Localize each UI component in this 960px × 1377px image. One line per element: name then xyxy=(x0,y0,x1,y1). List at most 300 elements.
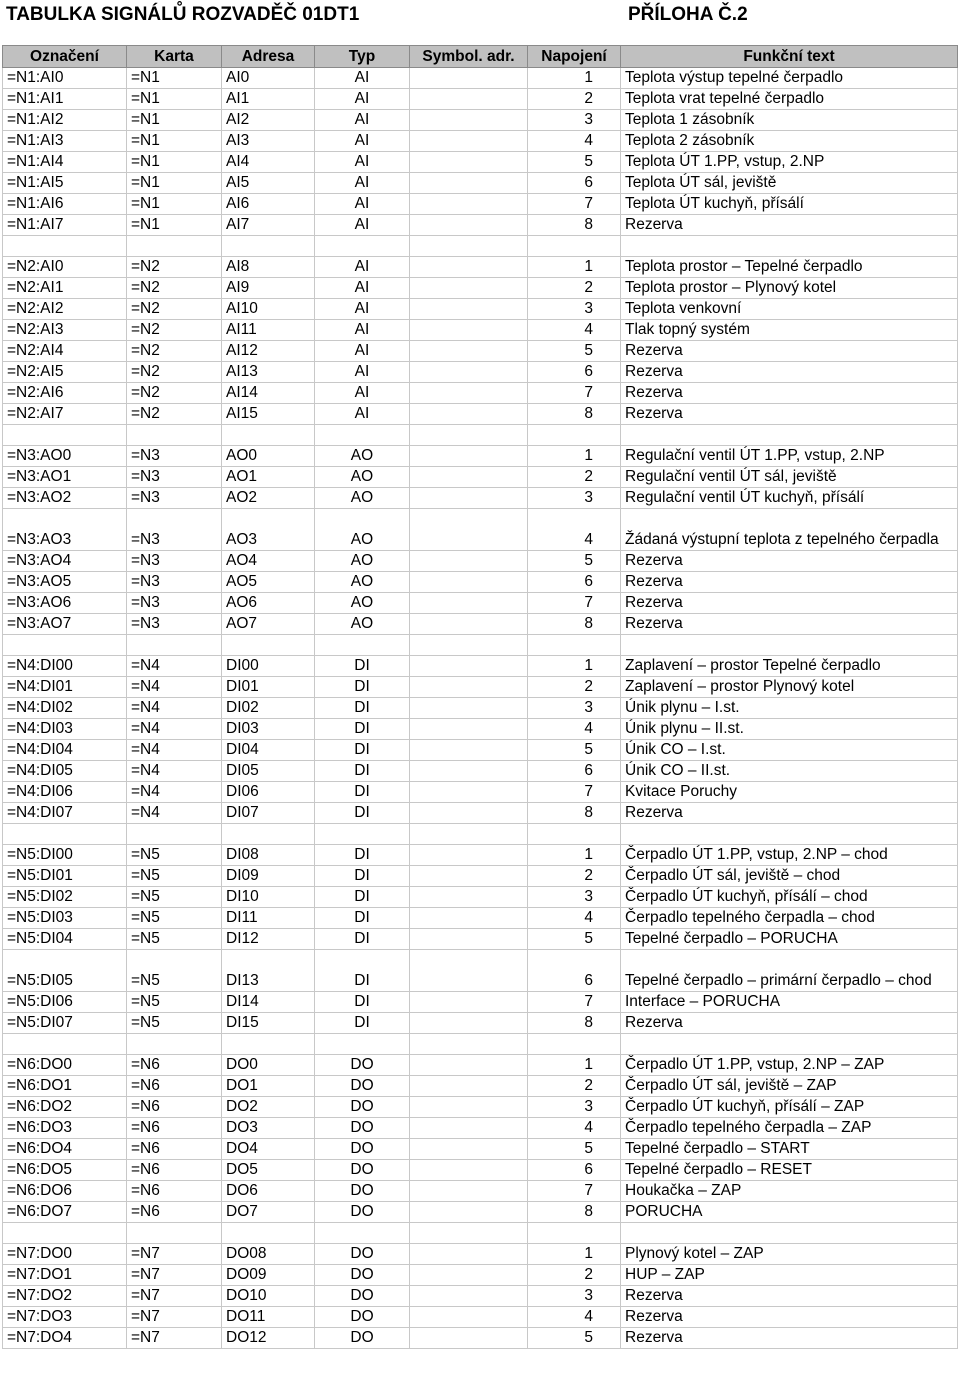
card-cell: =N1 xyxy=(127,152,222,173)
function-text-cell: Interface – PORUCHA xyxy=(621,992,958,1013)
table-row xyxy=(3,1139,958,1160)
address-cell: AI2 xyxy=(222,110,315,131)
table-row xyxy=(3,719,958,740)
designation-cell: =N2:AI4 xyxy=(3,341,127,362)
function-text-cell: Teplota ÚT sál, jeviště xyxy=(621,173,958,194)
designation-cell: =N6:DO1 xyxy=(3,1076,127,1097)
symbol-address-cell xyxy=(410,1286,528,1307)
type-cell: AI xyxy=(315,257,410,278)
designation-cell: =N4:DI03 xyxy=(3,719,127,740)
empty-cell xyxy=(3,824,127,845)
column-header-napojeni: Napojení xyxy=(528,46,621,68)
designation-cell: =N5:DI07 xyxy=(3,1013,127,1034)
address-cell: DI15 xyxy=(222,1013,315,1034)
connection-cell: 4 xyxy=(528,131,621,152)
table-row xyxy=(3,1076,958,1097)
address-cell: DI04 xyxy=(222,740,315,761)
symbol-address-cell xyxy=(410,1181,528,1202)
function-text-cell: Rezerva xyxy=(621,383,958,404)
table-row xyxy=(3,1307,958,1328)
table-row xyxy=(3,1118,958,1139)
group-spacer-row xyxy=(3,1034,958,1055)
connection-cell: 1 xyxy=(528,68,621,89)
connection-cell: 4 xyxy=(528,1118,621,1139)
connection-cell: 7 xyxy=(528,782,621,803)
table-row xyxy=(3,1328,958,1349)
type-cell: AI xyxy=(315,341,410,362)
designation-cell: =N3:AO5 xyxy=(3,572,127,593)
empty-cell xyxy=(222,425,315,446)
function-text-cell: Čerpadlo ÚT kuchyň, přísálí – chod xyxy=(621,887,958,908)
designation-cell: =N6:DO2 xyxy=(3,1097,127,1118)
card-cell: =N1 xyxy=(127,110,222,131)
symbol-address-cell xyxy=(410,257,528,278)
empty-cell xyxy=(127,824,222,845)
function-text-cell: Tlak topný systém xyxy=(621,320,958,341)
card-cell: =N2 xyxy=(127,404,222,425)
symbol-address-cell xyxy=(410,404,528,425)
designation-cell: =N4:DI07 xyxy=(3,803,127,824)
table-row xyxy=(3,362,958,383)
empty-cell xyxy=(315,1223,410,1244)
symbol-address-cell xyxy=(410,1328,528,1349)
symbol-address-cell xyxy=(410,782,528,803)
connection-cell: 5 xyxy=(528,740,621,761)
connection-cell: 1 xyxy=(528,1244,621,1265)
symbol-address-cell xyxy=(410,1055,528,1076)
table-row xyxy=(3,110,958,131)
symbol-address-cell xyxy=(410,887,528,908)
address-cell: AO3 xyxy=(222,509,315,551)
table-row xyxy=(3,740,958,761)
group-spacer-row xyxy=(3,236,958,257)
table-row xyxy=(3,572,958,593)
connection-cell: 5 xyxy=(528,1139,621,1160)
address-cell: DO11 xyxy=(222,1307,315,1328)
empty-cell xyxy=(528,1034,621,1055)
connection-cell: 6 xyxy=(528,1160,621,1181)
symbol-address-cell xyxy=(410,698,528,719)
table-row xyxy=(3,1160,958,1181)
symbol-address-cell xyxy=(410,68,528,89)
function-text-cell: Teplota venkovní xyxy=(621,299,958,320)
type-cell: AO xyxy=(315,509,410,551)
card-cell: =N1 xyxy=(127,173,222,194)
table-row xyxy=(3,866,958,887)
column-header-oznaceni: Označení xyxy=(3,46,127,68)
table-row xyxy=(3,845,958,866)
card-cell: =N2 xyxy=(127,299,222,320)
card-cell: =N5 xyxy=(127,845,222,866)
empty-cell xyxy=(315,635,410,656)
connection-cell: 5 xyxy=(528,1328,621,1349)
address-cell: AI0 xyxy=(222,68,315,89)
symbol-address-cell xyxy=(410,509,528,551)
type-cell: DI xyxy=(315,761,410,782)
designation-cell: =N3:AO7 xyxy=(3,614,127,635)
address-cell: DI14 xyxy=(222,992,315,1013)
table-body xyxy=(3,68,958,1349)
table-row xyxy=(3,404,958,425)
empty-cell xyxy=(621,1223,958,1244)
function-text-cell: Rezerva xyxy=(621,341,958,362)
address-cell: DI11 xyxy=(222,908,315,929)
table-row xyxy=(3,1202,958,1223)
connection-cell: 4 xyxy=(528,1307,621,1328)
table-row xyxy=(3,677,958,698)
address-cell: AO7 xyxy=(222,614,315,635)
address-cell: AI11 xyxy=(222,320,315,341)
connection-cell: 1 xyxy=(528,1055,621,1076)
designation-cell: =N5:DI01 xyxy=(3,866,127,887)
connection-cell: 2 xyxy=(528,1265,621,1286)
connection-cell: 3 xyxy=(528,1097,621,1118)
symbol-address-cell xyxy=(410,845,528,866)
card-cell: =N5 xyxy=(127,950,222,992)
symbol-address-cell xyxy=(410,992,528,1013)
table-row xyxy=(3,992,958,1013)
card-cell: =N3 xyxy=(127,614,222,635)
table-row xyxy=(3,656,958,677)
designation-cell: =N7:DO0 xyxy=(3,1244,127,1265)
table-row xyxy=(3,131,958,152)
type-cell: DI xyxy=(315,1013,410,1034)
column-header-adresa: Adresa xyxy=(222,46,315,68)
table-row xyxy=(3,509,958,551)
function-text-cell: Rezerva xyxy=(621,572,958,593)
symbol-address-cell xyxy=(410,740,528,761)
table-row xyxy=(3,278,958,299)
connection-cell: 5 xyxy=(528,929,621,950)
connection-cell: 4 xyxy=(528,908,621,929)
type-cell: DO xyxy=(315,1076,410,1097)
card-cell: =N3 xyxy=(127,446,222,467)
card-cell: =N6 xyxy=(127,1097,222,1118)
empty-cell xyxy=(621,824,958,845)
card-cell: =N6 xyxy=(127,1076,222,1097)
symbol-address-cell xyxy=(410,131,528,152)
card-cell: =N7 xyxy=(127,1307,222,1328)
empty-cell xyxy=(127,1223,222,1244)
table-row xyxy=(3,1097,958,1118)
function-text-cell: Regulační ventil ÚT sál, jeviště xyxy=(621,467,958,488)
symbol-address-cell xyxy=(410,1139,528,1160)
empty-cell xyxy=(222,1223,315,1244)
address-cell: AI10 xyxy=(222,299,315,320)
type-cell: DI xyxy=(315,929,410,950)
table-row xyxy=(3,467,958,488)
empty-cell xyxy=(127,635,222,656)
type-cell: DI xyxy=(315,719,410,740)
function-text-cell: Únik plynu – I.st. xyxy=(621,698,958,719)
connection-cell: 1 xyxy=(528,257,621,278)
card-cell: =N1 xyxy=(127,89,222,110)
table-row xyxy=(3,320,958,341)
address-cell: AO0 xyxy=(222,446,315,467)
card-cell: =N3 xyxy=(127,551,222,572)
table-row xyxy=(3,257,958,278)
card-cell: =N6 xyxy=(127,1118,222,1139)
address-cell: DI07 xyxy=(222,803,315,824)
type-cell: DI xyxy=(315,908,410,929)
type-cell: DI xyxy=(315,887,410,908)
symbol-address-cell xyxy=(410,1202,528,1223)
type-cell: AI xyxy=(315,299,410,320)
symbol-address-cell xyxy=(410,215,528,236)
symbol-address-cell xyxy=(410,89,528,110)
function-text-cell: Žádaná výstupní teplota z tepelného čerpadla xyxy=(621,509,958,551)
address-cell: DO08 xyxy=(222,1244,315,1265)
connection-cell: 6 xyxy=(528,572,621,593)
connection-cell: 6 xyxy=(528,950,621,992)
symbol-address-cell xyxy=(410,719,528,740)
signal-table xyxy=(2,45,958,1349)
address-cell: AO1 xyxy=(222,467,315,488)
symbol-address-cell xyxy=(410,929,528,950)
symbol-address-cell xyxy=(410,488,528,509)
table-row xyxy=(3,341,958,362)
designation-cell: =N1:AI5 xyxy=(3,173,127,194)
card-cell: =N3 xyxy=(127,509,222,551)
symbol-address-cell xyxy=(410,761,528,782)
connection-cell: 3 xyxy=(528,698,621,719)
designation-cell: =N2:AI2 xyxy=(3,299,127,320)
type-cell: DO xyxy=(315,1202,410,1223)
address-cell: DI06 xyxy=(222,782,315,803)
designation-cell: =N5:DI02 xyxy=(3,887,127,908)
designation-cell: =N5:DI05 xyxy=(3,950,127,992)
address-cell: AI1 xyxy=(222,89,315,110)
symbol-address-cell xyxy=(410,656,528,677)
symbol-address-cell xyxy=(410,572,528,593)
function-text-cell: Kvitace Poruchy xyxy=(621,782,958,803)
connection-cell: 3 xyxy=(528,488,621,509)
function-text-cell: Tepelné čerpadlo – PORUCHA xyxy=(621,929,958,950)
empty-cell xyxy=(222,824,315,845)
type-cell: AI xyxy=(315,215,410,236)
function-text-cell: Rezerva xyxy=(621,803,958,824)
connection-cell: 8 xyxy=(528,1202,621,1223)
function-text-cell: HUP – ZAP xyxy=(621,1265,958,1286)
table-row xyxy=(3,1286,958,1307)
empty-cell xyxy=(3,1223,127,1244)
table-row xyxy=(3,1265,958,1286)
empty-cell xyxy=(528,236,621,257)
type-cell: DI xyxy=(315,866,410,887)
card-cell: =N5 xyxy=(127,992,222,1013)
table-row xyxy=(3,551,958,572)
designation-cell: =N5:DI04 xyxy=(3,929,127,950)
designation-cell: =N1:AI0 xyxy=(3,68,127,89)
card-cell: =N4 xyxy=(127,677,222,698)
card-cell: =N5 xyxy=(127,866,222,887)
type-cell: DO xyxy=(315,1055,410,1076)
table-row xyxy=(3,68,958,89)
empty-cell xyxy=(3,635,127,656)
function-text-cell: Únik CO – II.st. xyxy=(621,761,958,782)
function-text-cell: Rezerva xyxy=(621,1307,958,1328)
empty-cell xyxy=(528,824,621,845)
designation-cell: =N1:AI7 xyxy=(3,215,127,236)
function-text-cell: Únik CO – I.st. xyxy=(621,740,958,761)
address-cell: DI09 xyxy=(222,866,315,887)
address-cell: DI01 xyxy=(222,677,315,698)
address-cell: AO6 xyxy=(222,593,315,614)
address-cell: AO4 xyxy=(222,551,315,572)
table-row xyxy=(3,488,958,509)
card-cell: =N5 xyxy=(127,887,222,908)
address-cell: DI00 xyxy=(222,656,315,677)
address-cell: AI3 xyxy=(222,131,315,152)
card-cell: =N4 xyxy=(127,740,222,761)
group-spacer-row xyxy=(3,824,958,845)
designation-cell: =N7:DO4 xyxy=(3,1328,127,1349)
empty-cell xyxy=(528,635,621,656)
function-text-cell: Rezerva xyxy=(621,362,958,383)
type-cell: AI xyxy=(315,131,410,152)
table-row xyxy=(3,152,958,173)
type-cell: DO xyxy=(315,1118,410,1139)
connection-cell: 6 xyxy=(528,362,621,383)
address-cell: DO4 xyxy=(222,1139,315,1160)
symbol-address-cell xyxy=(410,593,528,614)
group-spacer-row xyxy=(3,425,958,446)
type-cell: AO xyxy=(315,614,410,635)
connection-cell: 8 xyxy=(528,215,621,236)
card-cell: =N6 xyxy=(127,1139,222,1160)
address-cell: DO0 xyxy=(222,1055,315,1076)
symbol-address-cell xyxy=(410,677,528,698)
designation-cell: =N7:DO2 xyxy=(3,1286,127,1307)
connection-cell: 6 xyxy=(528,173,621,194)
card-cell: =N2 xyxy=(127,320,222,341)
connection-cell: 3 xyxy=(528,299,621,320)
designation-cell: =N1:AI6 xyxy=(3,194,127,215)
type-cell: AI xyxy=(315,68,410,89)
empty-cell xyxy=(222,1034,315,1055)
empty-cell xyxy=(3,1034,127,1055)
address-cell: AI6 xyxy=(222,194,315,215)
address-cell: DO7 xyxy=(222,1202,315,1223)
symbol-address-cell xyxy=(410,908,528,929)
connection-cell: 8 xyxy=(528,614,621,635)
symbol-address-cell xyxy=(410,110,528,131)
type-cell: AI xyxy=(315,404,410,425)
type-cell: DO xyxy=(315,1244,410,1265)
designation-cell: =N7:DO1 xyxy=(3,1265,127,1286)
designation-cell: =N3:AO2 xyxy=(3,488,127,509)
group-spacer-row xyxy=(3,635,958,656)
card-cell: =N5 xyxy=(127,908,222,929)
function-text-cell: Rezerva xyxy=(621,551,958,572)
card-cell: =N2 xyxy=(127,362,222,383)
card-cell: =N7 xyxy=(127,1286,222,1307)
table-row xyxy=(3,1055,958,1076)
address-cell: AI14 xyxy=(222,383,315,404)
card-cell: =N6 xyxy=(127,1160,222,1181)
column-header-funkcni-text: Funkční text xyxy=(621,46,958,68)
empty-cell xyxy=(621,1034,958,1055)
type-cell: DI xyxy=(315,698,410,719)
empty-cell xyxy=(410,1034,528,1055)
empty-cell xyxy=(3,236,127,257)
type-cell: DO xyxy=(315,1265,410,1286)
type-cell: DI xyxy=(315,950,410,992)
connection-cell: 8 xyxy=(528,404,621,425)
empty-cell xyxy=(528,1223,621,1244)
type-cell: AI xyxy=(315,110,410,131)
table-row xyxy=(3,446,958,467)
symbol-address-cell xyxy=(410,950,528,992)
type-cell: AI xyxy=(315,320,410,341)
empty-cell xyxy=(127,236,222,257)
function-text-cell: Rezerva xyxy=(621,404,958,425)
table-row xyxy=(3,383,958,404)
table-row xyxy=(3,698,958,719)
symbol-address-cell xyxy=(410,1097,528,1118)
designation-cell: =N3:AO4 xyxy=(3,551,127,572)
symbol-address-cell xyxy=(410,1160,528,1181)
card-cell: =N2 xyxy=(127,341,222,362)
symbol-address-cell xyxy=(410,1076,528,1097)
designation-cell: =N4:DI06 xyxy=(3,782,127,803)
type-cell: DO xyxy=(315,1181,410,1202)
card-cell: =N5 xyxy=(127,1013,222,1034)
column-header-karta: Karta xyxy=(127,46,222,68)
card-cell: =N1 xyxy=(127,131,222,152)
designation-cell: =N6:DO0 xyxy=(3,1055,127,1076)
type-cell: AI xyxy=(315,383,410,404)
type-cell: DI xyxy=(315,656,410,677)
connection-cell: 2 xyxy=(528,677,621,698)
designation-cell: =N6:DO4 xyxy=(3,1139,127,1160)
type-cell: DO xyxy=(315,1307,410,1328)
card-cell: =N6 xyxy=(127,1202,222,1223)
symbol-address-cell xyxy=(410,551,528,572)
empty-cell xyxy=(621,425,958,446)
type-cell: DI xyxy=(315,992,410,1013)
table-row xyxy=(3,950,958,992)
symbol-address-cell xyxy=(410,173,528,194)
card-cell: =N3 xyxy=(127,593,222,614)
card-cell: =N4 xyxy=(127,656,222,677)
connection-cell: 7 xyxy=(528,992,621,1013)
card-cell: =N2 xyxy=(127,383,222,404)
function-text-cell: Únik plynu – II.st. xyxy=(621,719,958,740)
type-cell: DI xyxy=(315,782,410,803)
function-text-cell: Rezerva xyxy=(621,1013,958,1034)
empty-cell xyxy=(410,1223,528,1244)
address-cell: DI12 xyxy=(222,929,315,950)
function-text-cell: Rezerva xyxy=(621,1328,958,1349)
designation-cell: =N6:DO3 xyxy=(3,1118,127,1139)
type-cell: DO xyxy=(315,1160,410,1181)
function-text-cell: Regulační ventil ÚT kuchyň, přísálí xyxy=(621,488,958,509)
function-text-cell: Rezerva xyxy=(621,614,958,635)
designation-cell: =N4:DI05 xyxy=(3,761,127,782)
designation-cell: =N3:AO6 xyxy=(3,593,127,614)
address-cell: AI8 xyxy=(222,257,315,278)
title-row xyxy=(0,0,960,30)
card-cell: =N7 xyxy=(127,1244,222,1265)
symbol-address-cell xyxy=(410,341,528,362)
designation-cell: =N5:DI00 xyxy=(3,845,127,866)
designation-cell: =N5:DI06 xyxy=(3,992,127,1013)
function-text-cell: Tepelné čerpadlo – RESET xyxy=(621,1160,958,1181)
symbol-address-cell xyxy=(410,803,528,824)
function-text-cell: Teplota prostor – Plynový kotel xyxy=(621,278,958,299)
connection-cell: 7 xyxy=(528,593,621,614)
